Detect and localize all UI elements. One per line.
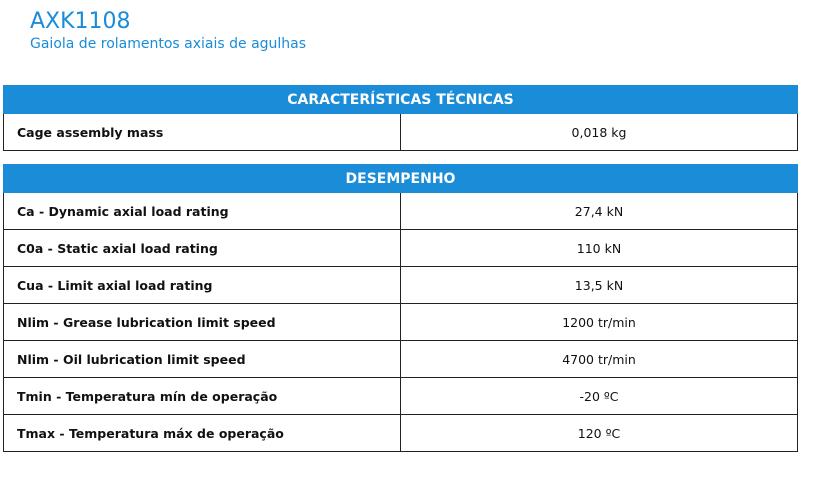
product-code-title: AXK1108	[30, 9, 131, 34]
spec-label: Nlim - Grease lubrication limit speed	[4, 304, 401, 341]
technical-characteristics-table	[3, 85, 798, 151]
table-row	[4, 341, 798, 378]
table-header-row	[4, 86, 798, 114]
table-row	[4, 304, 798, 341]
spec-label: Cage assembly mass	[4, 114, 401, 151]
table-row	[4, 114, 798, 151]
spec-label: Nlim - Oil lubrication limit speed	[4, 341, 401, 378]
technical-characteristics-heading: CARACTERÍSTICAS TÉCNICAS	[4, 86, 798, 114]
spec-label: C0a - Static axial load rating	[4, 230, 401, 267]
table-row	[4, 193, 798, 230]
spec-value: 4700 tr/min	[401, 341, 798, 378]
spec-value: -20 ºC	[401, 378, 798, 415]
table-row	[4, 415, 798, 452]
spec-value: 27,4 kN	[401, 193, 798, 230]
spec-label: Tmin - Temperatura mín de operação	[4, 378, 401, 415]
spec-label: Tmax - Temperatura máx de operação	[4, 415, 401, 452]
product-description-subtitle: Gaiola de rolamentos axiais de agulhas	[30, 36, 307, 52]
spec-value: 110 kN	[401, 230, 798, 267]
spec-label: Cua - Limit axial load rating	[4, 267, 401, 304]
spec-value: 0,018 kg	[401, 114, 798, 151]
performance-table	[3, 164, 798, 452]
spec-value: 13,5 kN	[401, 267, 798, 304]
spec-value: 1200 tr/min	[401, 304, 798, 341]
spec-label: Ca - Dynamic axial load rating	[4, 193, 401, 230]
table-row	[4, 267, 798, 304]
table-row	[4, 378, 798, 415]
table-row	[4, 230, 798, 267]
spec-value: 120 ºC	[401, 415, 798, 452]
performance-heading: DESEMPENHO	[4, 165, 798, 193]
table-header-row	[4, 165, 798, 193]
